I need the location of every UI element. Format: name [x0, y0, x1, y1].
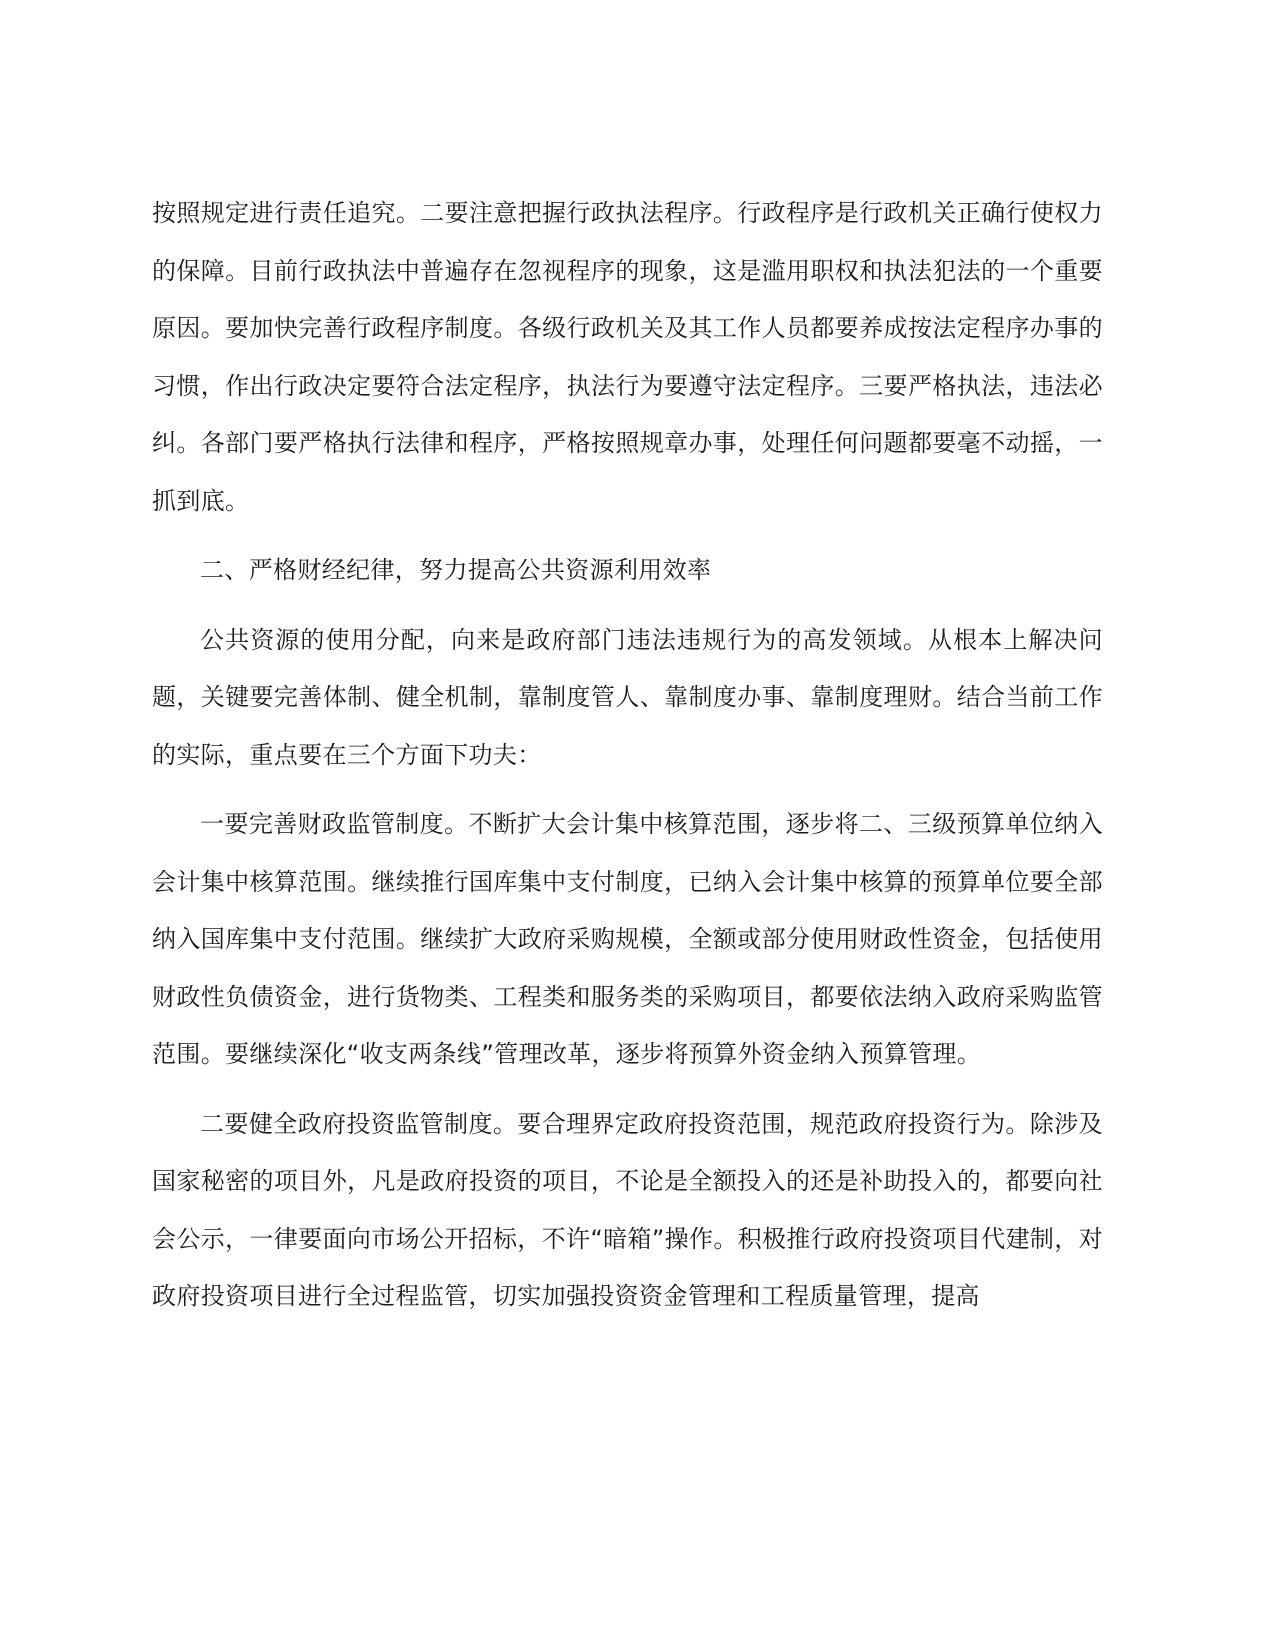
paragraph-investment-supervision: 二要健全政府投资监管制度。要合理界定政府投资范围，规范政府投资行为。除涉及国家秘密的项目外，凡是政府投资的项目，不论是全额投入的还是补助投入的，都要向社会公示，一律要面向市场公开招标，不许“暗箱”操作。积极推行政府投资项目代建制，对政府投资项目进行全过程监管，切实加强投资资金管理和工程质量管理，提高 — [152, 1109, 1103, 1310]
paragraph-fiscal-supervision: 一要完善财政监管制度。不断扩大会计集中核算范围，逐步将二、三级预算单位纳入会计集中核算范围。继续推行国库集中支付制度，已纳入会计集中核算的预算单位要全部纳入国库集中支付范围。继续扩大政府采购规模，全额或部分使用财政性资金，包括使用财政性负债资金，进行货物类、工程类和服务类的采购项目，都要依法纳入政府采购监管范围。要继续深化“收支两条线”管理改革，逐步将预算外资金纳入预算管理。 — [152, 810, 1103, 1068]
document-body — [152, 185, 1103, 1338]
paragraph-intro: 公共资源的使用分配，向来是政府部门违法违规行为的高发领域。从根本上解决问题，关键要完善体制、健全机制，靠制度管人、靠制度办事、靠制度理财。结合当前工作的实际，重点要在三个方面下功夫： — [152, 625, 1103, 769]
paragraph-continuation: 按照规定进行责任追究。二要注意把握行政执法程序。行政程序是行政机关正确行使权力的保障。目前行政执法中普遍存在忽视程序的现象，这是滥用职权和执法犯法的一个重要原因。要加快完善行政程序制度。各级行政机关及其工作人员都要养成按法定程序办事的习惯，作出行政决定要符合法定程序，执法行为要遵守法定程序。三要严格执法，违法必纠。各部门要严格执行法律和程序，严格按照规章办事，处理任何问题都要毫不动摇，一抓到底。 — [152, 199, 1103, 515]
section-heading: 二、严格财经纪律，努力提高公共资源利用效率 — [200, 556, 712, 584]
